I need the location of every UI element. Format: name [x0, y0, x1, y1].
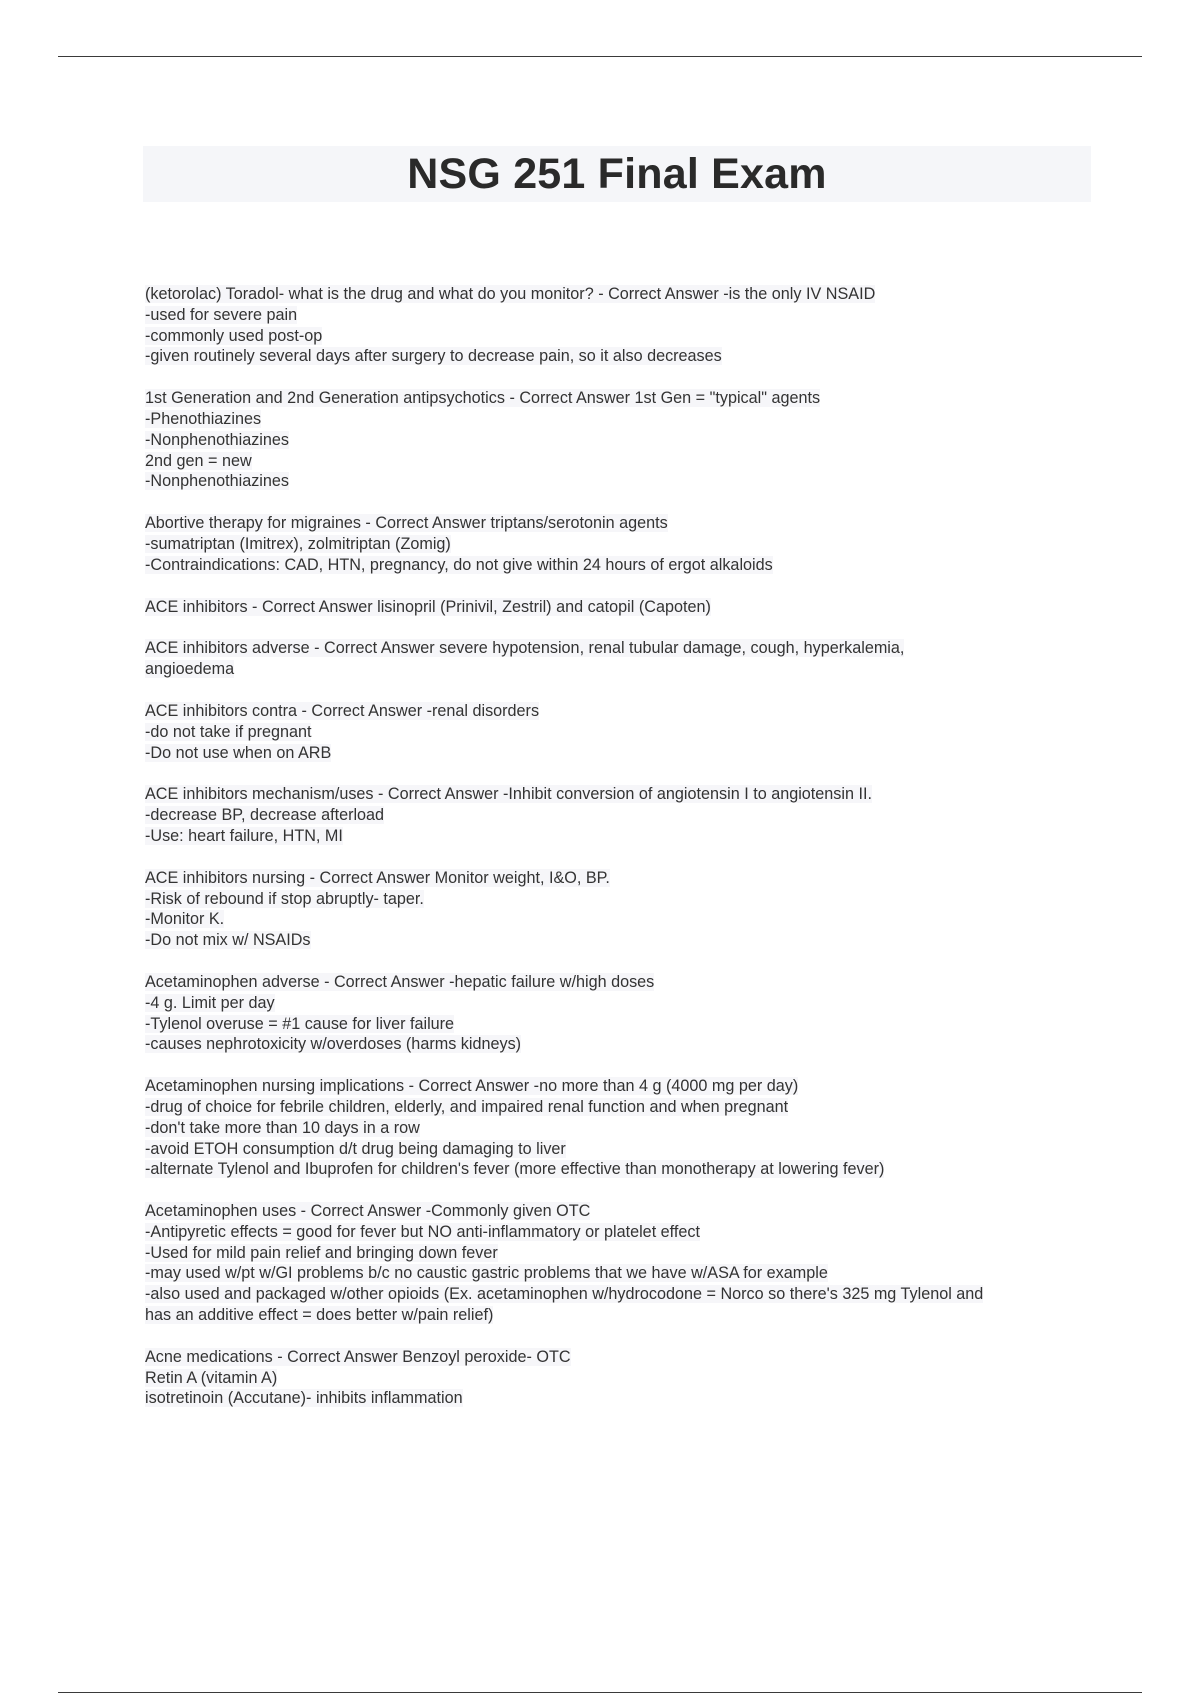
page-title: NSG 251 Final Exam — [407, 149, 827, 198]
qa-line-text: -Used for mild pain relief and bringing down fever — [145, 1243, 498, 1262]
qa-line-text: -Use: heart failure, HTN, MI — [145, 826, 343, 845]
qa-line-text: -decrease BP, decrease afterload — [145, 806, 385, 825]
qa-entry — [145, 597, 1095, 618]
qa-line-text: -4 g. Limit per day — [145, 993, 275, 1012]
qa-line-text: Acne medications - Correct Answer Benzoyl peroxide- OTC — [145, 1347, 571, 1366]
qa-entry — [145, 972, 1095, 1055]
qa-line-text: -Phenothiazines — [145, 409, 262, 428]
qa-line — [145, 909, 1095, 930]
qa-line-text: -Monitor K. — [145, 910, 225, 929]
qa-line — [145, 346, 1095, 367]
qa-line-text: -drug of choice for febrile children, elderly, and impaired renal function and when pregnant — [145, 1097, 789, 1116]
qa-line — [145, 868, 1095, 889]
qa-line-text: ACE inhibitors nursing - Correct Answer Monitor weight, I&O, BP. — [145, 868, 610, 887]
qa-entry — [145, 638, 1095, 680]
qa-line — [145, 326, 1095, 347]
qa-line-text: 1st Generation and 2nd Generation antipsychotics - Correct Answer 1st Gen = "typical" agents — [145, 389, 821, 408]
qa-line-text: -Tylenol overuse = #1 cause for liver failure — [145, 1014, 455, 1033]
qa-entry — [145, 868, 1095, 951]
qa-line — [145, 1014, 1095, 1035]
qa-line — [145, 534, 1095, 555]
qa-line — [145, 1034, 1095, 1055]
qa-entry — [145, 1347, 1095, 1409]
qa-line-text: -avoid ETOH consumption d/t drug being damaging to liver — [145, 1139, 566, 1158]
qa-line — [145, 388, 1095, 409]
qa-line — [145, 722, 1095, 743]
qa-list — [145, 284, 1095, 1430]
qa-entry — [145, 513, 1095, 575]
qa-line-text: (ketorolac) Toradol- what is the drug and what do you monitor? - Correct Answer -is the only IV NSAID — [145, 285, 876, 303]
qa-line — [145, 638, 1095, 659]
bottom-rule — [58, 1692, 1142, 1693]
qa-line — [145, 1097, 1095, 1118]
qa-line-text: ACE inhibitors contra - Correct Answer -renal disorders — [145, 701, 540, 720]
qa-line-text: isotretinoin (Accutane)- inhibits inflammation — [145, 1389, 463, 1408]
title-banner — [143, 146, 1091, 202]
qa-line — [145, 451, 1095, 472]
qa-line — [145, 889, 1095, 910]
qa-entry — [145, 1076, 1095, 1180]
qa-line — [145, 1159, 1095, 1180]
qa-line — [145, 1284, 1095, 1305]
qa-line-text: ACE inhibitors adverse - Correct Answer severe hypotension, renal tubular damage, cough, hyperkalemia, — [145, 639, 905, 658]
qa-line — [145, 1243, 1095, 1264]
qa-line-text: -Contraindications: CAD, HTN, pregnancy, do not give within 24 hours of ergot alkaloids — [145, 555, 773, 574]
qa-line — [145, 1305, 1095, 1326]
qa-entry — [145, 784, 1095, 846]
qa-line-text: -also used and packaged w/other opioids (Ex. acetaminophen w/hydrocodone = Norco so there's 325 mg Tylenol and — [145, 1285, 984, 1304]
qa-line — [145, 597, 1095, 618]
qa-line — [145, 972, 1095, 993]
qa-line-text: 2nd gen = new — [145, 451, 252, 470]
qa-line — [145, 993, 1095, 1014]
qa-line — [145, 826, 1095, 847]
qa-line-text: Abortive therapy for migraines - Correct Answer triptans/serotonin agents — [145, 514, 668, 533]
qa-line-text: Retin A (vitamin A) — [145, 1368, 278, 1387]
qa-line — [145, 805, 1095, 826]
qa-entry — [145, 1201, 1095, 1326]
qa-line-text: -Nonphenothiazines — [145, 430, 289, 449]
qa-line-text: -Do not use when on ARB — [145, 743, 332, 762]
qa-line-text: -Antipyretic effects = good for fever but NO anti-inflammatory or platelet effect — [145, 1222, 700, 1241]
qa-line-text: -alternate Tylenol and Ibuprofen for children's fever (more effective than monotherapy at lowering fever) — [145, 1160, 885, 1179]
qa-line-text: -commonly used post-op — [145, 326, 323, 345]
qa-line-text: -Risk of rebound if stop abruptly- taper. — [145, 889, 424, 908]
qa-line — [145, 659, 1095, 680]
qa-line-text: -sumatriptan (Imitrex), zolmitriptan (Zomig) — [145, 534, 451, 553]
qa-line-text: -Do not mix w/ NSAIDs — [145, 931, 311, 950]
qa-line-text: -causes nephrotoxicity w/overdoses (harms kidneys) — [145, 1035, 522, 1054]
qa-line — [145, 1139, 1095, 1160]
qa-entry — [145, 701, 1095, 763]
qa-line — [145, 409, 1095, 430]
qa-line-text: -given routinely several days after surgery to decrease pain, so it also decreases — [145, 347, 722, 366]
qa-line-text: Acetaminophen adverse - Correct Answer -hepatic failure w/high doses — [145, 972, 655, 991]
qa-line — [145, 471, 1095, 492]
qa-line — [145, 1222, 1095, 1243]
qa-line-text: -Nonphenothiazines — [145, 472, 289, 491]
qa-line-text: -used for severe pain — [145, 305, 298, 324]
qa-line — [145, 784, 1095, 805]
qa-line — [145, 555, 1095, 576]
qa-line — [145, 284, 1095, 305]
qa-line — [145, 1388, 1095, 1409]
qa-line-text: -don't take more than 10 days in a row — [145, 1118, 420, 1137]
qa-line-text: Acetaminophen nursing implications - Correct Answer -no more than 4 g (4000 mg per day) — [145, 1077, 799, 1096]
qa-line — [145, 1201, 1095, 1222]
qa-line — [145, 305, 1095, 326]
qa-line — [145, 701, 1095, 722]
qa-line-text: angioedema — [145, 660, 235, 679]
qa-line — [145, 1347, 1095, 1368]
qa-line — [145, 513, 1095, 534]
top-rule — [58, 56, 1142, 57]
qa-line-text: -may used w/pt w/GI problems b/c no caustic gastric problems that we have w/ASA for example — [145, 1264, 828, 1283]
qa-line-text: ACE inhibitors mechanism/uses - Correct Answer -Inhibit conversion of angiotensin I to angiotensin II. — [145, 785, 872, 804]
qa-line — [145, 930, 1095, 951]
qa-entry — [145, 388, 1095, 492]
qa-line — [145, 1118, 1095, 1139]
qa-line-text: has an additive effect = does better w/pain relief) — [145, 1306, 494, 1325]
qa-entry — [145, 284, 1095, 367]
qa-line — [145, 1076, 1095, 1097]
qa-line-text: -do not take if pregnant — [145, 722, 312, 741]
qa-line — [145, 743, 1095, 764]
qa-line-text: ACE inhibitors - Correct Answer lisinopril (Prinivil, Zestril) and catopil (Capoten) — [145, 597, 711, 616]
qa-line — [145, 1368, 1095, 1389]
qa-line — [145, 430, 1095, 451]
qa-line-text: Acetaminophen uses - Correct Answer -Commonly given OTC — [145, 1202, 591, 1221]
qa-line — [145, 1263, 1095, 1284]
